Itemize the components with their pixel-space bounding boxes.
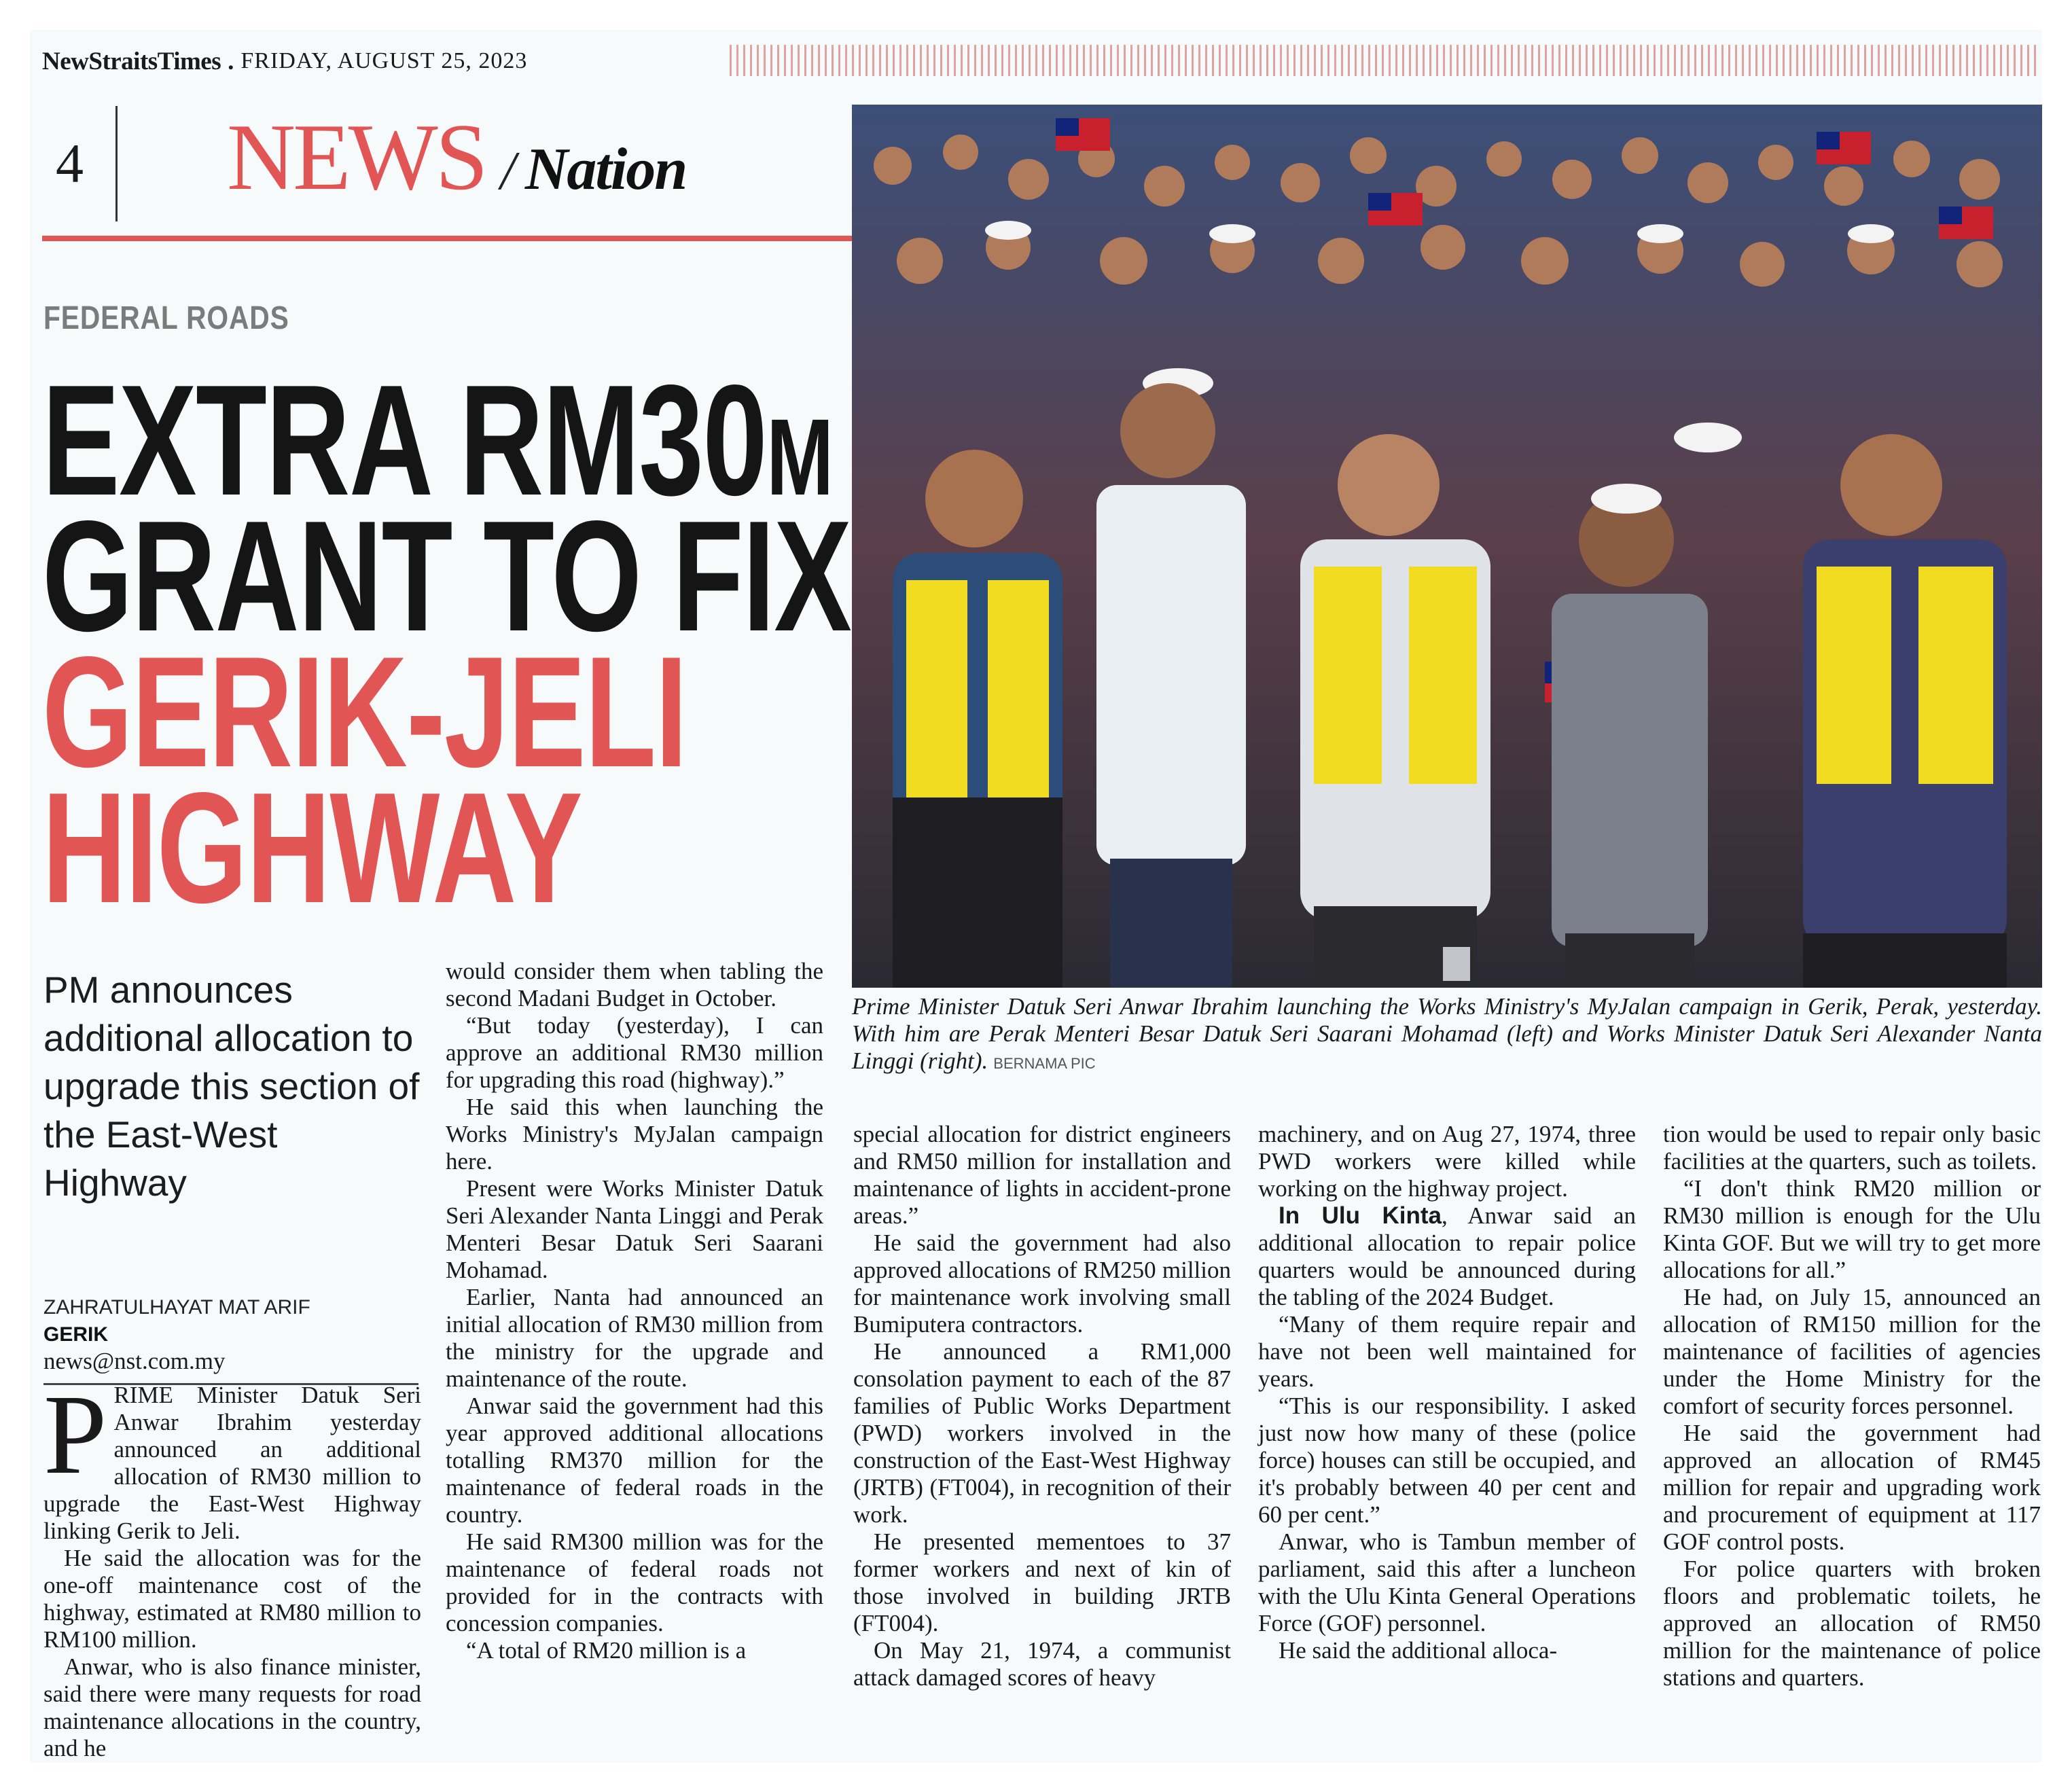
headline-line-1: EXTRA RM30M (42, 353, 833, 528)
paragraph: For police quarters with broken floors and problematic toilets, he approved an allocation of RM50 million for the maintenance of police stations and quarters. (1663, 1556, 2041, 1691)
masthead-rule (730, 45, 2041, 76)
paragraph: special allocation for district engineers and RM50 million for installation and maintenance of lights in accident-prone areas.” (853, 1121, 1231, 1229)
page-number-divider (115, 106, 118, 221)
article-column-5 (1663, 1121, 2041, 1691)
article-column-1 (43, 1372, 421, 1762)
newspaper-page (30, 30, 2042, 1762)
article-column-2 (446, 958, 823, 1664)
paragraph: He announced a RM1,000 consolation payment to each of the 87 families of Public Works Department (PWD) workers involved in the construction of the East-West Highway (JRTB) (FT004), in recognition of their work. (853, 1338, 1231, 1528)
paragraph: tion would be used to repair only basic facilities at the quarters, such as toilets. (1663, 1121, 2041, 1175)
headline-line-2: GRANT TO FIX (42, 488, 851, 664)
subhead-inline: In Ulu Kinta (1279, 1202, 1442, 1229)
headline-line-3: GERIK-JELI (42, 624, 687, 800)
paragraph: Anwar, who is also finance minister, said there were many requests for road maintenance allocations in the country, and he (43, 1653, 421, 1761)
paragraph: machinery, and on Aug 27, 1974, three PWD workers were killed while working on the highway project. (1258, 1121, 1636, 1202)
paragraph: Present were Works Minister Datuk Seri Alexander Nanta Linggi and Perak Menteri Besar Datuk Seri Saarani Mohamad. (446, 1175, 823, 1283)
masthead (42, 48, 527, 75)
paragraph: He presented mementoes to 37 former workers and next of kin of those involved in building JRTB (FT004). (853, 1528, 1231, 1636)
section-header (227, 105, 687, 210)
section-main: NEWS (227, 105, 486, 210)
news-photo (852, 105, 2042, 988)
paragraph: Anwar said the government had this year approved additional allocations totalling RM370 million for the maintenance of federal roads in the country. (446, 1393, 823, 1528)
paragraph: PRIME Minister Datuk Seri Anwar Ibrahim yesterday announced an additional allocation of RM30 million to upgrade the East-West Highway linking Gerik to Jeli. (43, 1372, 421, 1544)
standfirst: PM announces additional allocation to upgrade this section of the East-West Highway (43, 969, 420, 1204)
paragraph: He said the government had approved an allocation of RM45 million for repair and upgrading work and procurement of equipment at 117 GOF control posts. (1663, 1420, 2041, 1555)
paragraph: “Many of them require repair and have not been well maintained for years. (1258, 1311, 1636, 1392)
section-rule (42, 236, 864, 241)
article-column-3 (853, 1121, 1231, 1691)
paragraph: He said the allocation was for the one-off maintenance cost of the highway, estimated at RM80 million to RM100 million. (43, 1545, 421, 1653)
paper-name: NewStraitsTimes (42, 47, 221, 75)
headline (42, 353, 851, 936)
paragraph: “I don't think RM20 million or RM30 million is enough for the Ulu Kinta GOF. But we will try to get more allocations for all.” (1663, 1175, 2041, 1283)
photo-credit: BERNAMA PIC (993, 1055, 1096, 1072)
drop-cap: P (43, 1372, 107, 1498)
article-column-4 (1258, 1121, 1636, 1664)
paragraph: Earlier, Nanta had announced an initial allocation of RM30 million from the ministry for the upgrade and maintenance of the route. (446, 1284, 823, 1392)
paragraph: Anwar, who is Tambun member of parliament, said this after a luncheon with the Ulu Kinta General Operations Force (GOF) personnel. (1258, 1528, 1636, 1636)
paragraph: He said the government had also approved allocations of RM250 million for maintenance work involving small Bumiputera contractors. (853, 1230, 1231, 1338)
paragraph: He said RM300 million was for the maintenance of federal roads not provided for in the contracts with concession companies. (446, 1528, 823, 1636)
section-slash: / (500, 141, 516, 201)
section-sub: Nation (524, 137, 687, 202)
page-number: 4 (56, 132, 84, 194)
author-name: ZAHRATULHAYAT MAT ARIF (43, 1296, 310, 1319)
caption-text: Prime Minister Datuk Seri Anwar Ibrahim launching the Works Ministry's MyJalan campaign in Gerik, Perak, yesterday. With him are Perak Menteri Besar Datuk Seri Saarani Mohamad (left) and Works Minister Datuk Seri Alexander Nanta Linggi (right). (852, 993, 2042, 1074)
paragraph: “A total of RM20 million is a (466, 1637, 747, 1664)
issue-date: FRIDAY, AUGUST 25, 2023 (240, 48, 528, 73)
masthead-dot: . (228, 47, 234, 75)
headline-line-4: HIGHWAY (42, 760, 582, 936)
paragraph: “This is our responsibility. I asked just now how many of these (police force) houses can still be occupied, and it's probably between 40 per cent and 60 per cent.” (1258, 1393, 1636, 1528)
paragraph: “But today (yesterday), I can approve an additional RM30 million for upgrading this road (highway).” (446, 1012, 823, 1093)
paragraph: On May 21, 1974, a communist attack damaged scores of heavy (853, 1637, 1231, 1691)
paragraph: He said this when launching the Works Ministry's MyJalan campaign here. (446, 1094, 823, 1175)
paragraph: He said the additional alloca- (1279, 1637, 1558, 1664)
dateline: GERIK (43, 1323, 109, 1346)
paragraph: In Ulu Kinta, Anwar said an additional allocation to repair police quarters would be announced during the tabling of the 2024 Budget. (1258, 1202, 1636, 1310)
paragraph: He had, on July 15, announced an allocation of RM150 million for the maintenance of facilities of agencies under the Home Ministry for the comfort of security forces personnel. (1663, 1284, 2041, 1419)
photo-caption (852, 993, 2042, 1077)
kicker: FEDERAL ROADS (43, 300, 289, 336)
paragraph: would consider them when tabling the second Madani Budget in October. (446, 958, 823, 1011)
author-email[interactable]: news@nst.com.my (43, 1348, 226, 1374)
